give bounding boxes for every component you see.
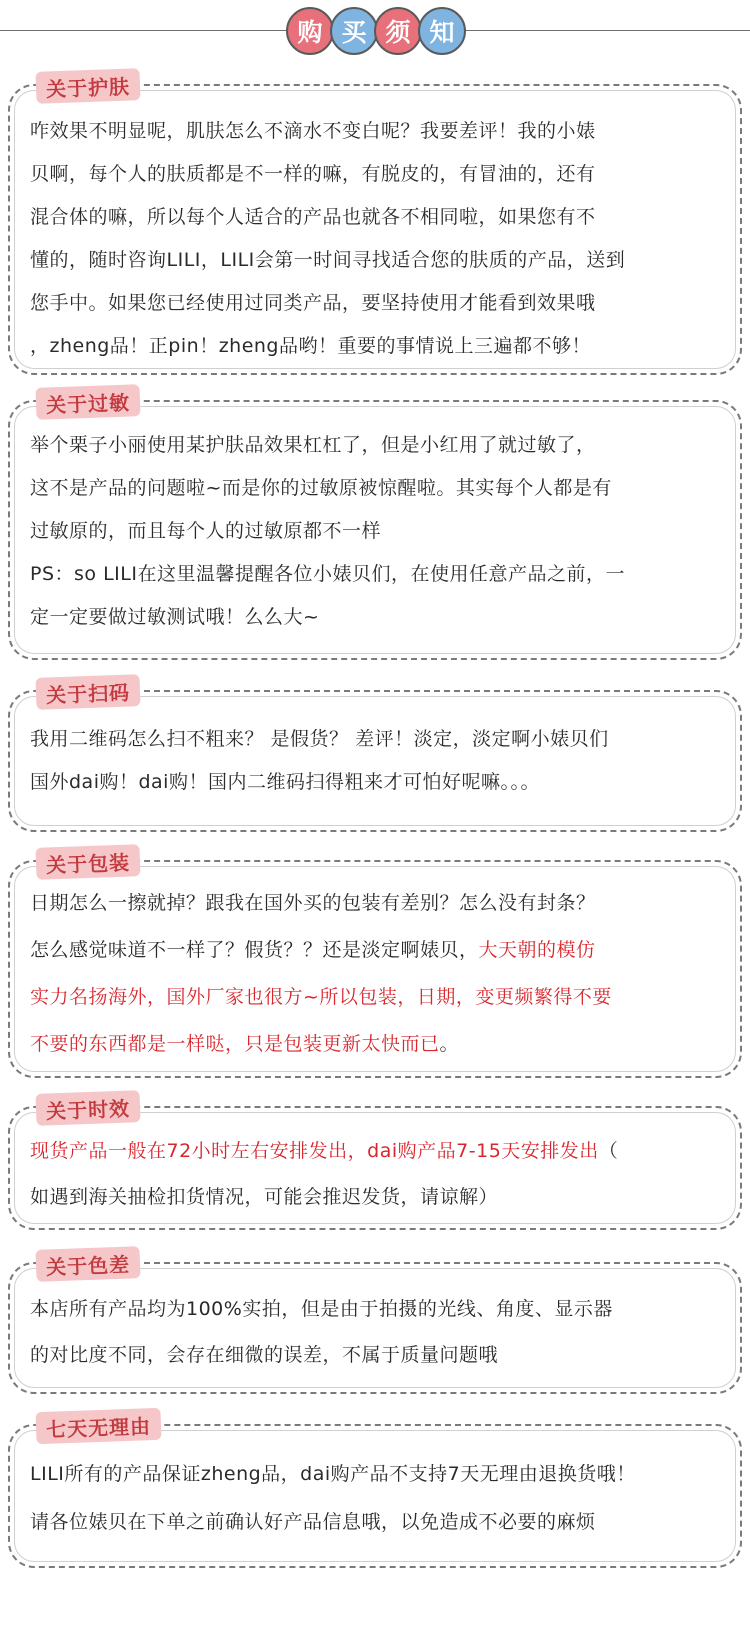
- text-plain: （: [598, 1140, 619, 1162]
- header-line-right: [462, 30, 750, 31]
- text-line: PS：so LILI在这里温馨提醒各位小婊贝们，在使用任意产品之前，一: [30, 563, 625, 585]
- text-highlight: 不要的东西都是一样哒，只是包装更新太快而已: [30, 1033, 440, 1055]
- text-line: 国外dai购！dai购！国内二维码扫得粗来才可怕好呢嘛。。。: [30, 771, 540, 793]
- text-line: 过敏原的，而且每个人的过敏原都不一样: [30, 520, 382, 542]
- text-line: 如遇到海关抽检扣货情况，可能会推迟发货，请谅解）: [30, 1186, 499, 1208]
- text-line: 这不是产品的问题啦~而是你的过敏原被惊醒啦。其实每个人都是有: [30, 477, 612, 499]
- section-body: [30, 718, 724, 804]
- section-tag: 关于包装: [35, 844, 140, 880]
- text-line: 咋效果不明显呢，肌肤怎么不滴水不变白呢？我要差评！我的小婊: [30, 120, 596, 142]
- title-char-2: 买: [330, 7, 378, 55]
- text-line: 举个栗子小丽使用某护肤品效果杠杠了，但是小红用了就过敏了，: [30, 434, 596, 456]
- section-tag: 关于扫码: [35, 674, 140, 710]
- section-seven-day-return: [8, 1410, 742, 1568]
- text-line: 您手中。如果您已经使用过同类产品，要坚持使用才能看到效果哦: [30, 292, 596, 314]
- text-plain: 怎么感觉味道不一样了？假货？？还是淡定啊婊贝，: [30, 939, 479, 961]
- text-line: [30, 927, 724, 974]
- header-line-left: [0, 30, 288, 31]
- text-highlight: 现货产品一般在72小时左右安排发出，dai购产品7-15天安排发出: [30, 1140, 599, 1162]
- section-body: [30, 880, 724, 1068]
- title-char-1: 购: [286, 7, 334, 55]
- text-highlight: 大天朝的模仿: [478, 939, 596, 961]
- text-line: [30, 1128, 724, 1174]
- section-body: [30, 1286, 724, 1378]
- text-line: LILI所有的产品保证zheng品，dai购产品不支持7天无理由退换货哦！: [30, 1463, 636, 1485]
- section-skincare: [8, 70, 742, 375]
- text-line: 我用二维码怎么扫不粗来？ 是假货？ 差评！淡定，淡定啊小婊贝们: [30, 728, 609, 750]
- text-line: 贝啊，每个人的肤质都是不一样的嘛，有脱皮的，有冒油的，还有: [30, 163, 596, 185]
- section-qrcode: [8, 676, 742, 832]
- text-line: 定一定要做过敏测试哦！么么大~: [30, 606, 320, 628]
- text-line: ，zheng品！正pin！zheng品哟！重要的事情说上三遍都不够！: [30, 335, 591, 357]
- header-banner: [0, 0, 750, 62]
- title-char-3: 须: [374, 7, 422, 55]
- section-color-diff: [8, 1248, 742, 1394]
- section-tag: 关于过敏: [35, 384, 140, 420]
- section-tag: 关于色差: [35, 1246, 140, 1282]
- title-char-4: 知: [418, 7, 466, 55]
- section-body: [30, 110, 724, 368]
- section-tag: 关于护肤: [35, 68, 140, 104]
- text-line: 的对比度不同，会存在细微的误差，不属于质量问题哦: [30, 1344, 499, 1366]
- section-tag: 关于时效: [35, 1090, 140, 1126]
- section-allergy: [8, 386, 742, 660]
- section-tag: 七天无理由: [35, 1408, 161, 1444]
- section-shipping-time: [8, 1092, 742, 1230]
- text-line: 混合体的嘛，所以每个人适合的产品也就各不相同啦，如果您有不: [30, 206, 596, 228]
- text-line: 本店所有产品均为100%实拍，但是由于拍摄的光线、角度、显示器: [30, 1298, 613, 1320]
- text-line: 懂的，随时咨询LILI，LILI会第一时间寻找适合您的肤质的产品，送到: [30, 249, 626, 271]
- text-plain: 。: [439, 1033, 460, 1055]
- text-line: 日期怎么一擦就掉？跟我在国外买的包装有差别？怎么没有封条？: [30, 892, 596, 914]
- text-line: 请各位婊贝在下单之前确认好产品信息哦，以免造成不必要的麻烦: [30, 1511, 596, 1533]
- section-body: [30, 1128, 724, 1220]
- section-body: [30, 1450, 724, 1546]
- text-line-highlight: 实力名扬海外，国外厂家也很方~所以包装，日期，变更频繁得不要: [30, 986, 612, 1008]
- section-packaging: [8, 846, 742, 1078]
- section-body: [30, 424, 724, 639]
- text-line: [30, 1021, 724, 1068]
